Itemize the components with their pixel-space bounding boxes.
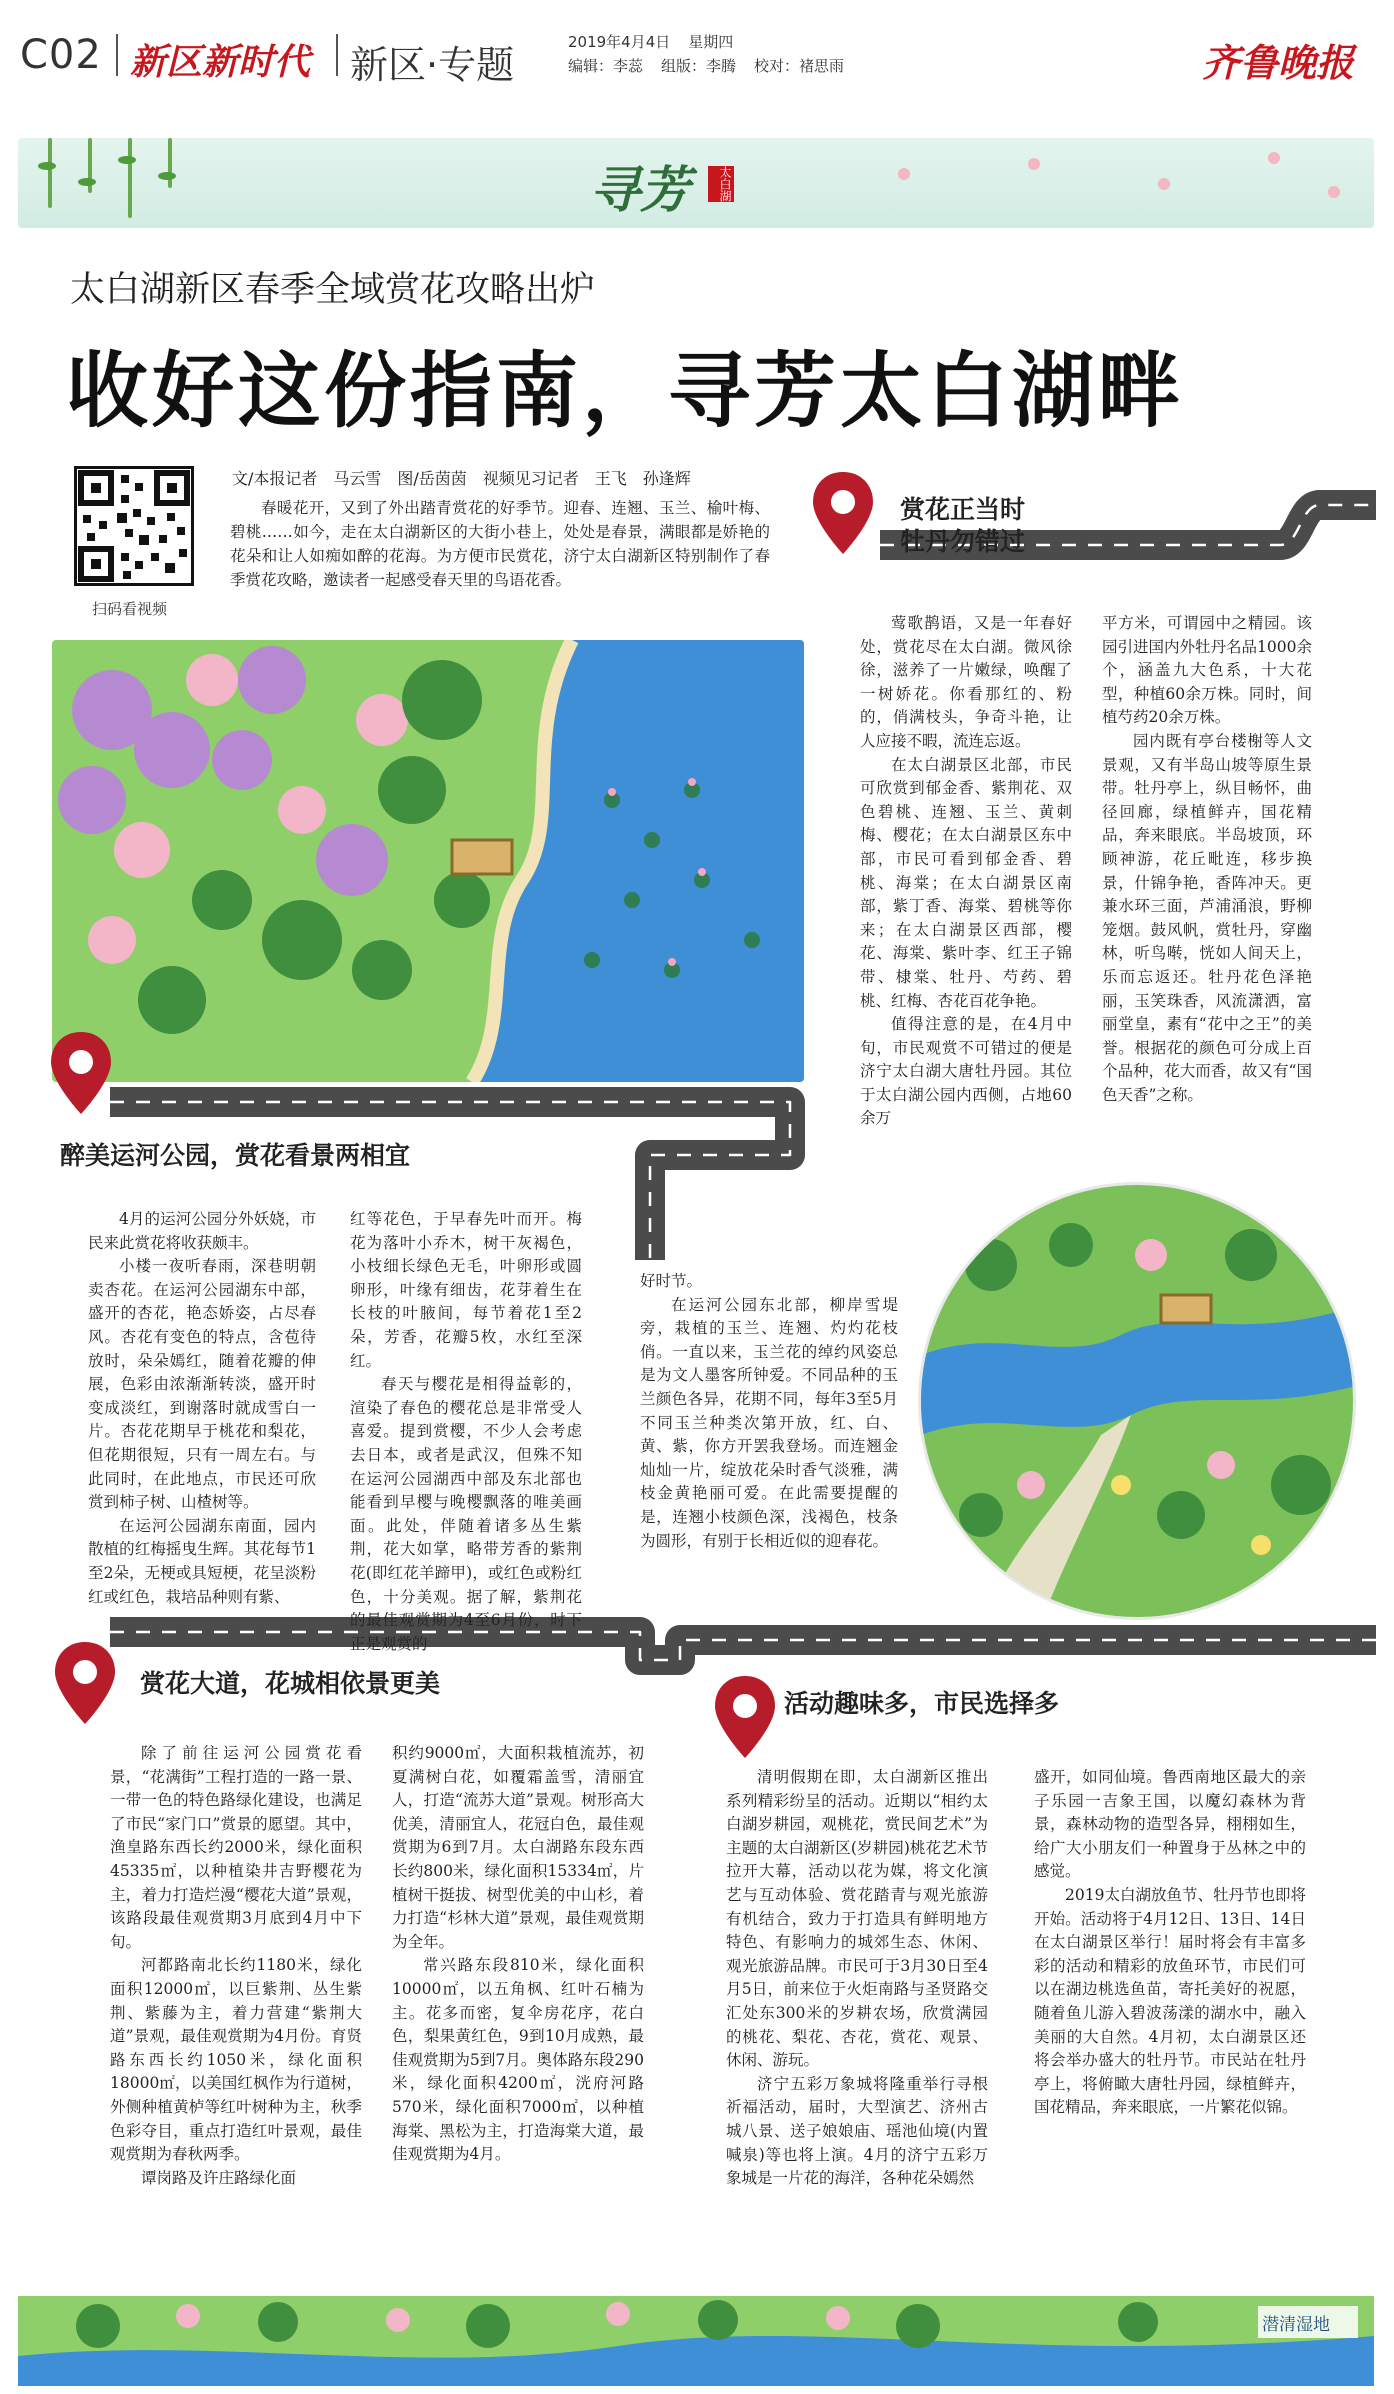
paragraph: 值得注意的是，在4月中旬，市民观赏不可错过的便是济宁太白湖大唐牡丹园。其位于太白湖公园内西侧，占地60余万 xyxy=(860,1015,1072,1128)
qr-caption: 扫码看视频 xyxy=(92,600,168,618)
section-avenue-col2 xyxy=(392,1742,644,2167)
bottom-map-illustration xyxy=(18,2296,1374,2386)
paragraph: 积约9000㎡，大面积栽植流苏，初夏满树白花，如覆霜盖雪，清丽宜人，打造“流苏大道”景观。树形高大优美，清丽宜人，花冠白色，最佳观赏期为6到7月。太白湖路东段东西长约800米，绿化面积15334㎡，片植树干挺拔、树型优美的中山杉，着力打造“杉林大道”景观，最佳观赏期为全年。 xyxy=(392,1744,644,1951)
section-heading-line: 赏花正当时 xyxy=(900,495,1026,524)
blossom-decoration xyxy=(1028,158,1040,170)
paragraph: 春天与樱花是相得益彰的，渲染了春色的樱花总是非常受人喜爱。提到赏樱，不少人会考虑去日本，或者是武汉，但殊不知在运河公园湖西中部及东北部也能看到早樱与晚樱飘落的唯美画面。此处，伴随着诸多丛生紫荆，花大如掌，略带芳香的紫荆花(即红花羊蹄甲)，或红色或粉红色，十分美观。据了解，紫荆花的最佳观赏期为4至6月份，时下正是观赏的 xyxy=(350,1375,582,1653)
paragraph: 盛开，如同仙境。鲁西南地区最大的亲子乐园一吉象王国，以魔幻森林为背景，森林动物的造型各异，栩栩如生，给广大小朋友们一种置身于丛林之中的感觉。 xyxy=(1034,1768,1306,1881)
article-kicker: 太白湖新区春季全域赏花攻略出炉 xyxy=(70,270,596,310)
newspaper-logo: 齐鲁晚报 xyxy=(1201,40,1354,85)
article-byline: 文/本报记者 马云雪 图/岳茵茵 视频见习记者 王飞 孙逢辉 xyxy=(232,469,691,488)
park-map-illustration xyxy=(52,640,804,1082)
paragraph: 莺歌鹊语，又是一年春好处，赏花尽在太白湖。微风徐徐，滋养了一片嫩绿，唤醒了一树娇花。你看那红的、粉的，俏满枝头，争奇斗艳，让人应接不暇，流连忘返。 xyxy=(860,614,1072,750)
page-number: C02 xyxy=(20,32,102,78)
vine-decoration xyxy=(48,138,52,208)
section-banner xyxy=(18,138,1374,228)
header-divider xyxy=(336,34,338,76)
section-heading-events: 活动趣味多，市民选择多 xyxy=(784,1689,1060,1718)
location-pin-icon xyxy=(810,470,876,556)
paragraph: 清明假期在即，太白湖新区推出系列精彩纷呈的活动。近期以“相约太白湖岁耕园，观桃花，赏民间艺术”为主题的太白湖新区(岁耕园)桃花艺术节拉开大幕，活动以花为媒，将文化演艺与互动体验、赏花踏青与观光旅游有机结合，致力于打造具有鲜明地方特色、有影响力的城郊生态、休闲、观光旅游品牌。市民可于3月30日至4月5日，前来位于火炬南路与圣贤路交汇处东300米的岁耕农场，欣赏满园的桃花、梨花、杏花，赏花、观景、休闲、游玩。 xyxy=(726,1768,988,2070)
paragraph: 谭岗路及许庄路绿化面 xyxy=(141,2168,297,2187)
issue-meta xyxy=(568,30,844,78)
blossom-decoration xyxy=(1268,152,1280,164)
paragraph: 好时节。 xyxy=(640,1272,703,1290)
proof-credit: 校对：褚思雨 xyxy=(754,57,845,75)
leaf-decoration xyxy=(78,178,96,186)
location-pin-icon xyxy=(712,1674,778,1760)
paragraph: 除了前往运河公园赏花看景，“花满街”工程打造的一路一景、一带一色的特色路绿化建设，也满足了市民“家门口”赏景的愿望。其中，渔皇路东西长约2000米，绿化面积45335㎡，以种植染井吉野樱花为主，着力打造烂漫“樱花大道”景观，该路段最佳观赏期3月底到4月中下旬。 xyxy=(110,1744,362,1951)
editor-credit: 编辑：李蕊 xyxy=(568,57,644,75)
paragraph: 2019太白湖放鱼节、牡丹节也即将开始。活动将于4月12日、13日、14日在太白湖景区举行！届时将会有丰富多彩的活动和精彩的放鱼环节，市民们可以在湖边桃选鱼苗，寄托美好的祝愿，随着鱼儿游入碧波荡漾的湖水中，融入美丽的大自然。4月初，太白湖景区还将会举办盛大的牡丹节。市民站在牡丹亭上，将俯瞰大唐牡丹园，绿植鲜卉，国花精品，奔来眼底，一片繁花似锦。 xyxy=(1034,1885,1306,2117)
article-headline: 收好这份指南，寻芳太白湖畔 xyxy=(66,344,1185,439)
section-title: 新区·专题 xyxy=(350,43,515,87)
page-header xyxy=(20,24,1374,87)
section-canal-col2 xyxy=(350,1208,582,1656)
leaf-decoration xyxy=(38,162,56,170)
paragraph: 常兴路东段810米，绿化面积10000㎡，以五角枫、红叶石楠为主。花多而密，复伞房花序，花白色，梨果黄红色，9到10月成熟，最佳观赏期为5到7月。奥体路东段290米，绿化面积4200㎡，洸府河路570米，绿化面积7000㎡，以种植海棠、黑松为主，打造海棠大道，最佳观赏期为4月。 xyxy=(392,1956,644,2164)
vine-decoration xyxy=(168,138,172,188)
map-place-label: 潜清湿地 xyxy=(1262,2315,1330,2335)
blossom-decoration xyxy=(898,168,910,180)
qr-code[interactable] xyxy=(74,466,194,586)
leaf-decoration xyxy=(118,156,136,164)
section-peony-col2 xyxy=(1102,612,1312,1107)
paragraph: 在运河公园湖东南面，园内散植的红梅摇曳生辉。其花每节1至2朵，无梗或具短梗，花呈淡粉红或红色，栽培品种则有紫、 xyxy=(88,1516,316,1606)
banner-title: 寻芳 xyxy=(590,160,690,219)
vine-decoration xyxy=(128,138,132,218)
paragraph: 济宁五彩万象城将隆重举行寻根祈福活动，届时，大型演艺、济州古城八景、送子娘娘庙、瑶池仙境(内置喊泉)等也将上演。4月的济宁五彩万象城是一片花的海洋，各种花朵嫣然 xyxy=(726,2074,988,2188)
section-avenue-col1 xyxy=(110,1742,362,2190)
blossom-decoration xyxy=(1328,186,1340,198)
paragraph: 在太白湖景区北部，市民可欣赏到郁金香、紫荆花、双色碧桃、连翘、玉兰、黄刺梅、樱花；在太白湖景区东中部，市民可看到郁金香、碧桃、海棠；在太白湖景区南部，紫丁香、海棠、碧桃等你来；在太白湖景区西部，樱花、海棠、紫叶李、红王子锦带、棣棠、牡丹、芍药、碧桃、红梅、杏花百花争艳。 xyxy=(860,755,1072,1010)
layout-credit: 组版：李腾 xyxy=(661,57,737,75)
paragraph: 小楼一夜听春雨，深巷明朝卖杏花。在运河公园湖东中部，盛开的杏花，艳态娇姿，占尽春风。杏花有变色的特点，含苞待放时，朵朵嫣红，随着花瓣的伸展，色彩由浓渐渐转淡，盛开时变成淡红，到谢落时就成雪白一片。杏花花期早于桃花和梨花，但花期很短，只有一周左右。与此同时，在此地点，市民还可欣赏到柿子树、山楂树等。 xyxy=(88,1257,316,1512)
paragraph: 园内既有亭台楼榭等人文景观，又有半岛山坡等原生景带。牡丹亭上，纵目畅怀，曲径回廊，绿植鲜卉，国花精品，奔来眼底。半岛坡顶，环顾神游，花丘毗连，移步换景，什锦争艳，香阵冲天。更兼水环三面，芦浦涌浪，野柳笼烟。鼓风帆，赏牡丹，穿幽林，听鸟啭，恍如人间天上，乐而忘返还。牡丹花色泽艳丽，玉笑珠香，风流潇洒，富丽堂皇，素有“花中之王”的美誉。根据花的颜色可分成上百个品种，花大而香，故又有“国色天香”之称。 xyxy=(1102,731,1312,1104)
section-heading-canal: 醉美运河公园，赏花看景两相宜 xyxy=(60,1141,411,1170)
section-heading-line: 牡丹勿错过 xyxy=(900,527,1026,556)
blossom-decoration xyxy=(1158,178,1170,190)
section-heading-avenue: 赏花大道，花城相依景更美 xyxy=(140,1669,441,1698)
issue-weekday: 星期四 xyxy=(688,33,734,51)
section-peony-col1 xyxy=(860,612,1072,1131)
paragraph: 河都路南北长约1180米，绿化面积12000㎡，以巨紫荆、丛生紫荆、紫藤为主，着力营建“紫荆大道”景观，最佳观赏期为4月份。育贤路东西长约1050米，绿化面积18000㎡，以美国红枫作为行道树，外侧种植黄栌等红叶树种为主，秋季色彩夺目，重点打造红叶景观，最佳观赏期为春秋两季。 xyxy=(110,1956,362,2164)
issue-date: 2019年4月4日 xyxy=(568,33,671,51)
paragraph: 红等花色，于早春先叶而开。梅花为落叶小乔木，树干灰褐色，小枝细长绿色无毛，叶卵形或圆卵形，叶缘有细齿，花芽着生在长枝的叶腋间，每节着花1至2朵，芳香，花瓣5枚，水红至深红。 xyxy=(350,1210,582,1370)
header-divider xyxy=(116,34,118,76)
banner-seal: 太白湖 xyxy=(708,166,734,202)
article-lead: 春暖花开，又到了外出踏青赏花的好季节。迎春、连翘、玉兰、榆叶梅、碧桃……如今，走在太白湖新区的大街小巷上，处处是春景，满眼都是娇艳的花朵和让人如痴如醉的花海。为方便市民赏花，济宁太白湖新区特别制作了春季赏花攻略，邀读者一起感受春天里的鸟语花香。 xyxy=(230,499,770,589)
supplement-logo: 新区新时代 xyxy=(130,41,311,83)
section-canal-col1 xyxy=(88,1208,316,1609)
section-events-col1 xyxy=(726,1766,988,2191)
paragraph: 平方米，可谓园中之精园。该园引进国内外牡丹名品1000余个，涵盖九大色系，十大花型，种植60余万株。同时，间植芍药20余万株。 xyxy=(1102,614,1312,727)
paragraph: 4月的运河公园分外妖娆，市民来此赏花将收获颇丰。 xyxy=(88,1210,316,1252)
location-pin-icon xyxy=(52,1640,118,1726)
canal-park-illustration xyxy=(918,1182,1356,1620)
paragraph: 在运河公园东北部，柳岸雪堤旁，栽植的玉兰、连翘、灼灼花枝俏。一直以来，玉兰花的绰约风姿总是为文人墨客所钟爱。不同品种的玉兰颜色各异，花期不同，每年3至5月不同玉兰种类次第开放，红、白、黄、紫，你方开罢我登场。而连翘金灿灿一片，绽放花朵时香气淡雅，满枝金黄艳丽可爱。在此需要提醒的是，连翘小枝颜色深，浅褐色，枝条为圆形，有别于长相近似的迎春花。 xyxy=(640,1295,898,1550)
section-events-col2 xyxy=(1034,1766,1306,2120)
section-heading-peony xyxy=(900,494,1025,558)
leaf-decoration xyxy=(158,172,176,180)
location-pin-icon xyxy=(48,1030,114,1116)
section-canal-col3 xyxy=(640,1270,898,1553)
